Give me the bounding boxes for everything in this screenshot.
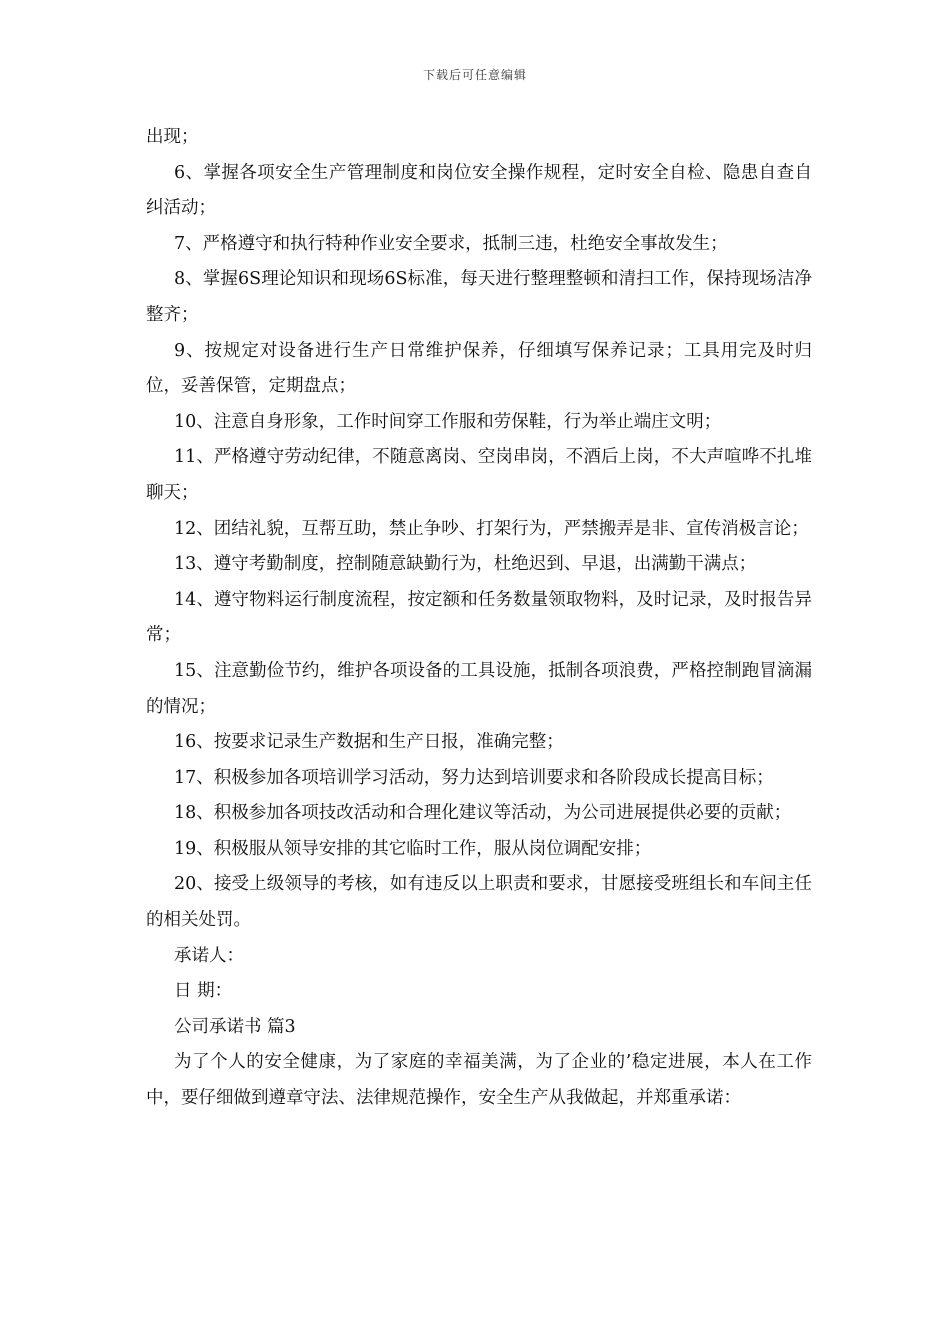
paragraph-continuation: 出现；: [146, 127, 199, 147]
paragraph-item-15: 15、注意勤俭节约，维护各项设备的工具设施，抵制各项浪费，严格控制跑冒滴漏的情况；: [146, 660, 812, 717]
date-label: 日 期：: [174, 981, 233, 1002]
section-title: 公司承诺书 篇3: [174, 1016, 296, 1037]
paragraph-item-8: 8、掌握6S理论知识和现场6S标准，每天进行整理整顿和清扫工作，保持现场洁净整齐；: [146, 269, 812, 325]
paragraph-item-14: 14、遵守物料运行制度流程，按定额和任务数量领取物料，及时记录，及时报告异常；: [146, 589, 812, 646]
paragraph-item-16: 16、按要求记录生产数据和生产日报，准确完整；: [174, 732, 564, 753]
signature-label: 承诺人：: [174, 945, 244, 966]
paragraph-item-7: 7、严格遵守和执行特种作业安全要求，抵制三违，杜绝安全事故发生；: [174, 233, 728, 254]
paragraph-item-11: 11、严格遵守劳动纪律，不随意离岗、空岗串岗，不酒后上岗，不大声喧哗不扎堆聊天；: [146, 447, 812, 503]
paragraph-intro: 为了个人的安全健康，为了家庭的幸福美满，为了企业的’稳定进展，本人在工作中，要仔细做到遵章守法、法律规范操作，安全生产从我做起，并郑重承诺：: [146, 1052, 812, 1109]
paragraph-item-6: 6、掌握各项安全生产管理制度和岗位安全操作规程，定时安全自检、隐患自查自纠活动；: [146, 162, 812, 219]
paragraph-item-20: 20、接受上级领导的考核，如有违反以上职责和要求，甘愿接受班组长和车间主任的相关处罚。: [146, 874, 812, 931]
paragraph-item-10: 10、注意自身形象，工作时间穿工作服和劳保鞋，行为举止端庄文明；: [174, 411, 722, 432]
paragraph-item-13: 13、遵守考勤制度，控制随意缺勤行为，杜绝迟到、早退，出满勤干满点；: [174, 554, 757, 575]
paragraph-item-9: 9、按规定对设备进行生产日常维护保养，仔细填写保养记录；工具用完及时归位，妥善保管，定期盘点；: [146, 340, 812, 397]
page-header: 下载后可任意编辑: [422, 68, 527, 82]
document-body: [146, 120, 812, 1117]
paragraph-item-19: 19、积极服从领导安排的其它临时工作，服从岗位调配安排；: [174, 838, 652, 859]
paragraph-item-18: 18、积极参加各项技改活动和合理化建议等活动，为公司进展提供必要的贡献；: [174, 803, 792, 824]
paragraph-item-12: 12、团结礼貌，互帮互助，禁止争吵、打架行为，严禁搬弄是非、宣传消极言论；: [174, 518, 809, 539]
paragraph-item-17: 17、积极参加各项培训学习活动，努力达到培训要求和各阶段成长提高目标；: [174, 767, 774, 788]
